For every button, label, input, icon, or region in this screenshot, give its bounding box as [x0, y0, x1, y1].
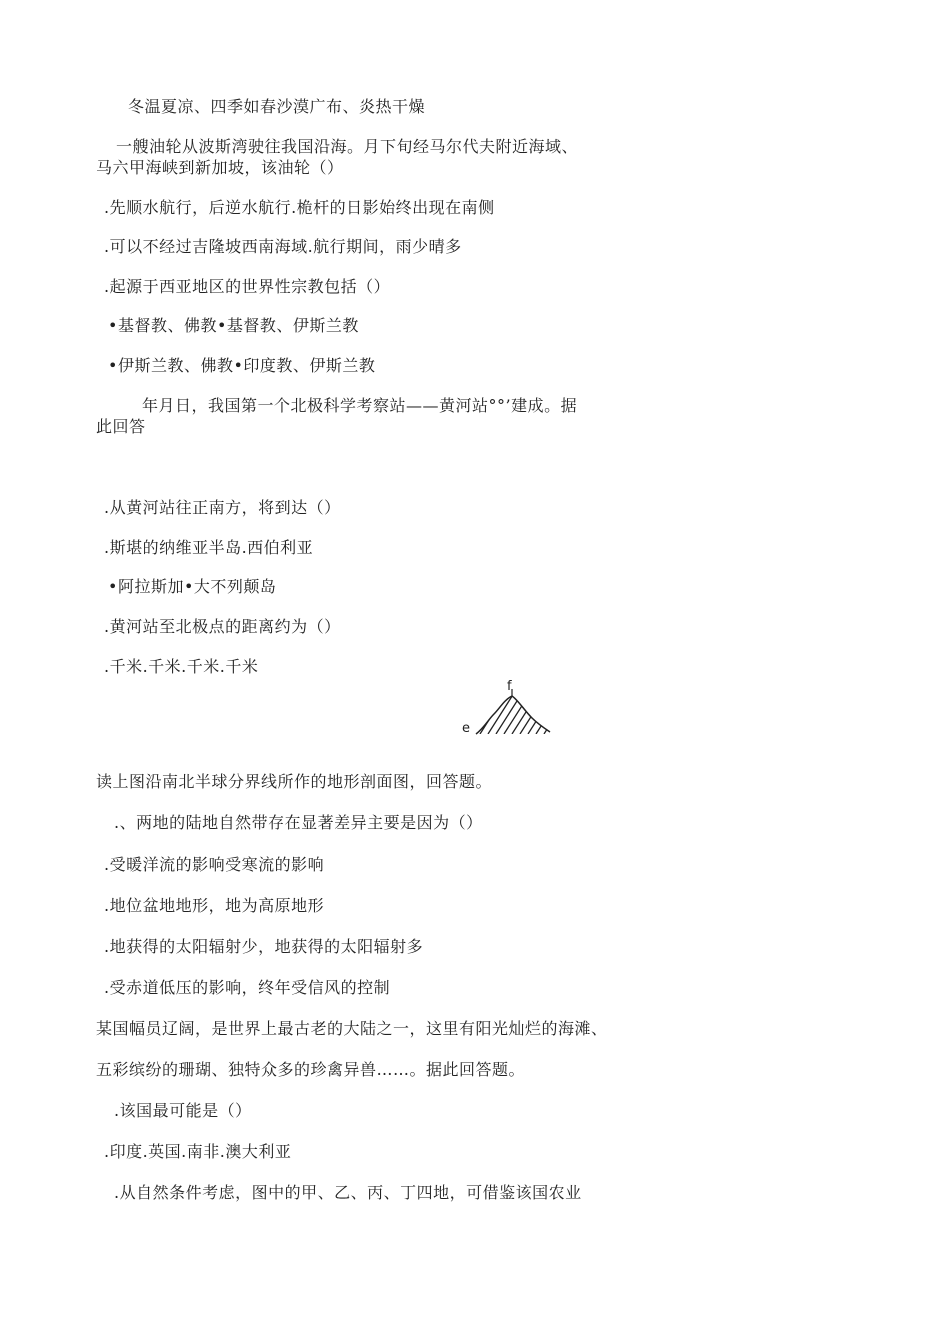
text-line: .从黄河站往正南方，将到达（）	[104, 498, 341, 517]
text-line: .起源于西亚地区的世界性宗教包括（）	[104, 277, 391, 296]
text-line: 此回答	[96, 417, 146, 436]
text-line: •阿拉斯加•大不列颠岛	[108, 577, 277, 596]
terrain-profile-figure	[460, 676, 560, 740]
terrain-profile-svg	[460, 676, 560, 740]
text-line: .地获得的太阳辐射少，地获得的太阳辐射多	[104, 937, 424, 956]
text-line: .千米.千米.千米.千米	[104, 657, 259, 676]
text-line: 马六甲海峡到新加坡，该油轮（）	[96, 158, 344, 177]
text-line: •基督教、佛教•基督教、伊斯兰教	[108, 316, 359, 335]
text-line: .地位盆地地形，地为高原地形	[104, 896, 325, 915]
text-line: •伊斯兰教、佛教•印度教、伊斯兰教	[108, 356, 376, 375]
text-line: .受赤道低压的影响，终年受信风的控制	[104, 978, 391, 997]
label-e: e	[462, 721, 470, 736]
text-line: .先顺水航行，后逆水航行.桅杆的日影始终出现在南侧	[104, 198, 495, 217]
label-f: f	[507, 679, 512, 694]
text-line: 冬温夏凉、四季如春沙漠广布、炎热干燥	[128, 97, 426, 116]
text-line: 五彩缤纷的珊瑚、独特众多的珍禽异兽……。据此回答题。	[96, 1060, 526, 1079]
text-line: .受暖洋流的影响受寒流的影响	[104, 855, 325, 874]
text-line: .斯堪的纳维亚半岛.西伯利亚	[104, 538, 314, 557]
text-line: .可以不经过吉隆坡西南海域.航行期间，雨少晴多	[104, 237, 462, 256]
text-line: 一艘油轮从波斯湾驶往我国沿海。月下旬经马尔代夫附近海域、	[116, 137, 579, 156]
text-line: .从自然条件考虑，图中的甲、乙、丙、丁四地，可借鉴该国农业	[114, 1183, 582, 1202]
text-line: 某国幅员辽阔，是世界上最古老的大陆之一，这里有阳光灿烂的海滩、	[96, 1019, 608, 1038]
text-line: 年月日，我国第一个北极科学考察站——黄河站°°’建成。据	[142, 396, 578, 415]
text-line: .印度.英国.南非.澳大利亚	[104, 1142, 292, 1161]
text-line: .、两地的陆地自然带存在显著差异主要是因为（）	[114, 813, 483, 832]
text-line: 读上图沿南北半球分界线所作的地形剖面图，回答题。	[96, 772, 493, 791]
text-line: .该国最可能是（）	[114, 1101, 252, 1120]
text-line: .黄河站至北极点的距离约为（）	[104, 617, 341, 636]
